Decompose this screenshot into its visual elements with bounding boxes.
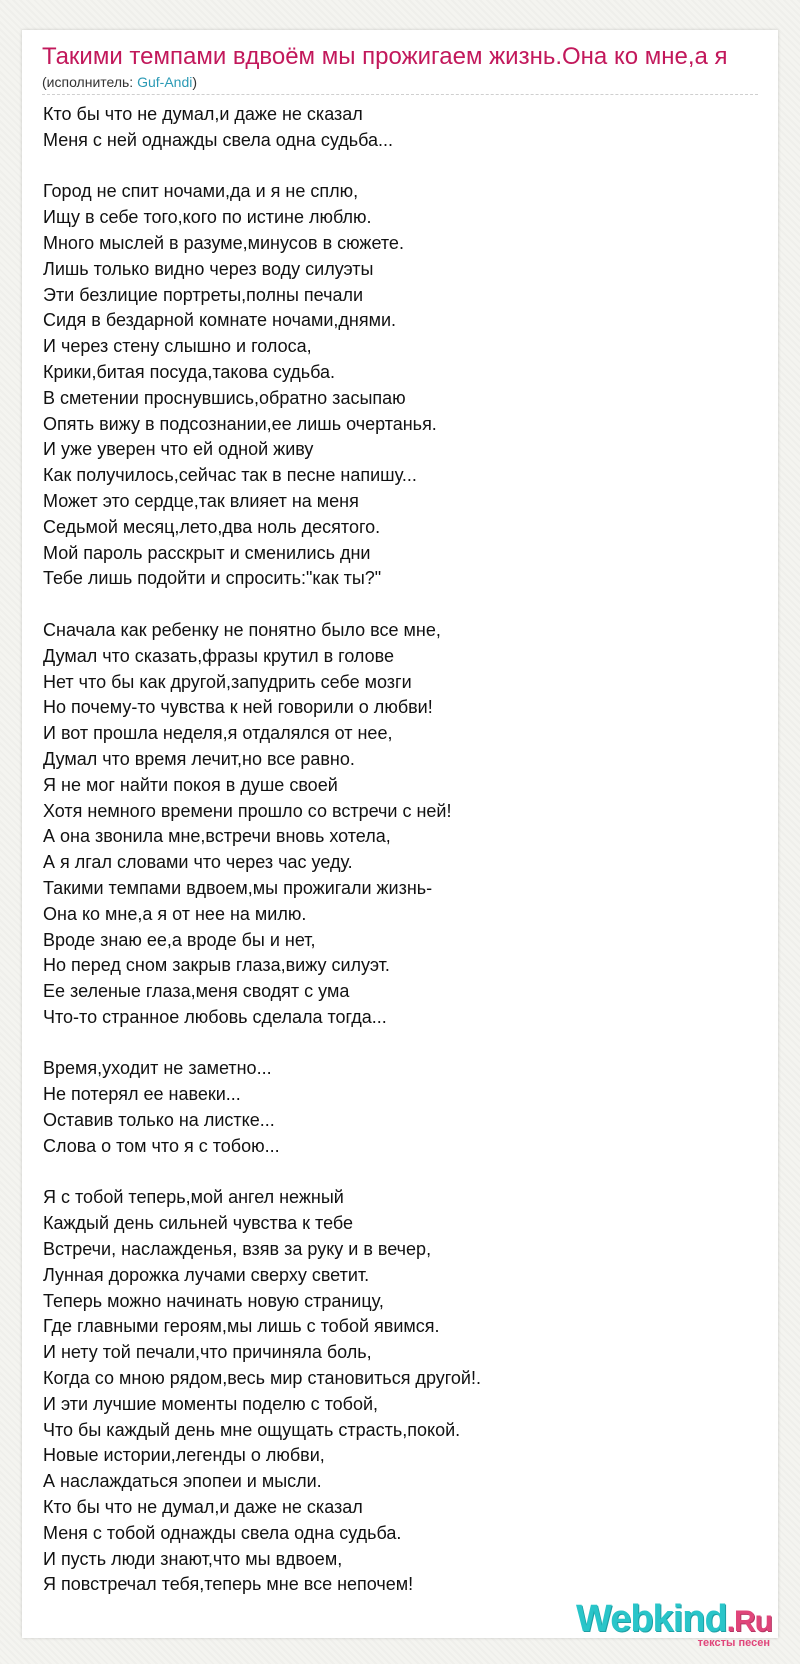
logo-main-text: Webkind [576,1598,727,1640]
lyric-line: Встречи, наслажденья, взяв за руку и в вечер, [43,1239,432,1260]
lyric-line: Думал что сказать,фразы крутил в голове [43,645,395,666]
lyric-line: Город не спит ночами,да и я не сплю, [43,181,359,202]
lyric-line: Что бы каждый день мне ощущать страсть,покой. [43,1419,461,1440]
lyric-line: Ее зеленые глаза,меня сводят с ума [43,981,350,1002]
lyric-line: Меня с тобой однажды свела одна судьба. [43,1522,402,1543]
lyric-line: Но почему-то чувства к ней говорили о любви! [43,697,433,718]
lyric-line: Сначала как ребенку не понятно было все мне, [43,619,441,640]
lyric-line: Много мыслей в разуме,минусов в сюжете. [43,232,404,253]
artist-suffix: ) [192,74,198,90]
lyric-line: И пусть люди знают,что мы вдвоем, [43,1548,343,1569]
lyric-line: Мой пароль расскрыт и сменились дни [43,542,371,563]
lyric-line: Но перед сном закрыв глаза,вижу силуэт. [43,955,390,976]
lyric-line: Такими темпами вдвоем,мы прожигали жизнь- [43,877,433,898]
lyric-line: И эти лучшие моменты поделю с тобой, [43,1393,379,1414]
lyric-line: Время,уходит не заметно... [43,1058,272,1079]
lyric-line: Вроде знаю ее,а вроде бы и нет, [43,929,316,950]
lyric-line: Кто бы что не думал,и даже не сказал [43,1497,363,1518]
lyric-line: А наслаждаться эпопеи и мысли. [43,1471,322,1492]
lyric-line: В сметении проснувшись,обратно засыпаю [43,387,406,408]
lyric-line: И через стену слышно и голоса, [43,336,312,357]
lyric-line: Нет что бы как другой,запудрить себе мозги [43,671,412,692]
stanza-gap [43,154,763,180]
lyric-line: Новые истории,легенды о любви, [43,1445,325,1466]
site-logo[interactable] [576,1600,772,1649]
lyric-line: Может это сердце,так влияет на меня [43,490,359,511]
lyric-line: Я с тобой теперь,мой ангел нежный [43,1187,344,1208]
lyric-line: Слова о том что я с тобою... [43,1135,280,1156]
lyrics-body [43,102,763,1598]
lyric-line: Я не мог найти покоя в душе своей [43,774,338,795]
lyric-line: Каждый день сильней чувства к тебе [43,1213,354,1234]
lyric-line: Лишь только видно через воду силуэты [43,258,374,279]
title-divider [42,94,758,95]
lyric-line: Лунная дорожка лучами сверху светит. [43,1264,370,1285]
lyric-line: Опять вижу в подсознании,ее лишь очертанья. [43,413,437,434]
lyric-line: Теперь можно начинать новую страницу, [43,1290,384,1311]
lyric-line: Меня с ней однажды свела одна судьба... [43,129,394,150]
stanza-gap [43,1160,763,1186]
lyric-line: Я повстречал тебя,теперь мне все непочем! [43,1574,414,1595]
lyric-line: Где главными героям,мы лишь с тобой явимся. [43,1316,440,1337]
lyric-line: Что-то странное любовь сделала тогда... [43,1006,387,1027]
logo-subtitle: тексты песен [697,1637,770,1649]
lyric-line: Крики,битая посуда,такова судьба. [43,361,336,382]
stanza-gap [43,592,763,618]
lyric-line: Сидя в бездарной комнате ночами,днями. [43,310,397,331]
artist-prefix: (исполнитель: [42,74,138,90]
stanza-gap [43,1031,763,1057]
lyric-line: А я лгал словами что через час уеду. [43,852,353,873]
logo-tld: .Ru [726,1605,772,1638]
logo-wordmark [576,1600,772,1641]
lyric-line: Ищу в себе того,кого по истине люблю. [43,207,372,228]
lyric-line: Она ко мне,а я от нее на милю. [43,903,307,924]
artist-link[interactable]: Guf-Andi [137,74,193,90]
lyric-line: Тебе лишь подойти и спросить:"как ты?" [43,568,382,589]
lyric-line: И уже уверен что ей одной живу [43,439,314,460]
song-title: Такими темпами вдвоём мы прожигаем жизнь.Она ко мне,а я [42,43,728,70]
lyric-line: А она звонила мне,встречи вновь хотела, [43,826,391,847]
lyric-line: Оставив только на листке... [43,1110,275,1131]
lyric-line: И нету той печали,что причиняла боль, [43,1342,372,1363]
lyric-line: Не потерял ее навеки... [43,1084,241,1105]
lyric-line: И вот прошла неделя,я отдалялся от нее, [43,723,393,744]
lyric-line: Когда со мною рядом,весь мир становиться другой!. [43,1368,481,1389]
lyric-line: Как получилось,сейчас так в песне напишу... [43,465,417,486]
lyric-line: Думал что время лечит,но все равно. [43,748,355,769]
artist-line [42,72,197,92]
lyric-line: Кто бы что не думал,и даже не сказал [43,104,363,124]
lyric-line: Эти безлицие портреты,полны печали [43,284,364,305]
lyric-line: Седьмой месяц,лето,два ноль десятого. [43,516,381,537]
lyric-line: Хотя немного времени прошло со встречи с ней! [43,800,452,821]
